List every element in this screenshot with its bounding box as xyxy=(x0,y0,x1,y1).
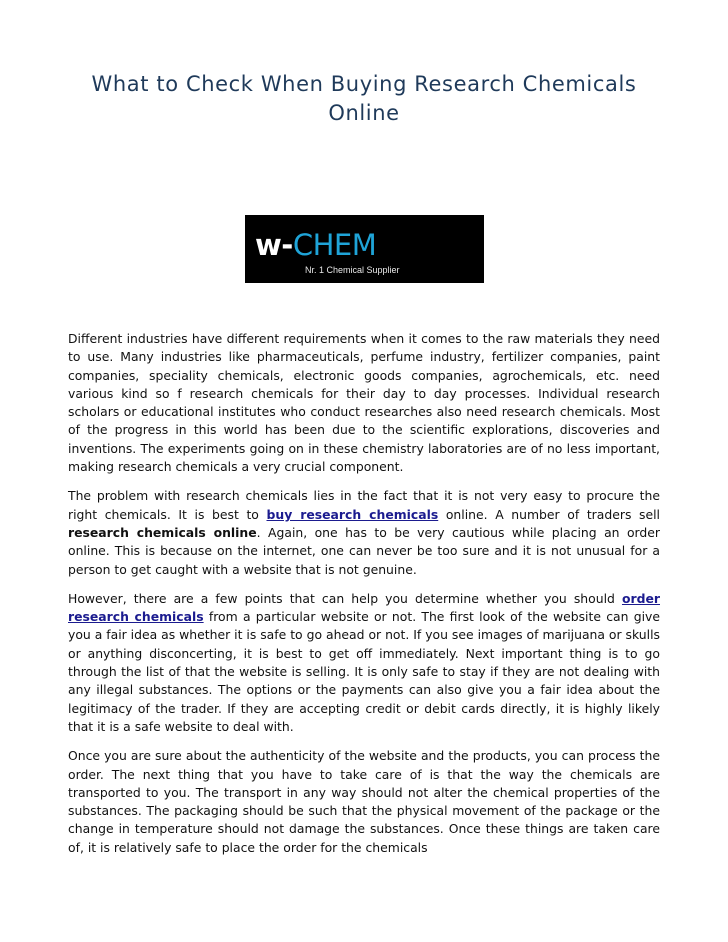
logo-dash: - xyxy=(281,228,293,262)
paragraph-2 xyxy=(68,487,660,578)
paragraph-3 xyxy=(68,590,660,736)
article-body xyxy=(68,330,660,868)
research-chemicals-online-bold: research chemicals online xyxy=(68,524,257,540)
paragraph-1: Different industries have different requirements when it comes to the raw materials they need to use. Many industries like pharmaceuticals, perfume industry, fertilizer companies, paint companies, speciality chemicals, electronic goods companies, agrochemicals, etc. need various kind so f research chemicals for their day to day processes. Individual research scholars or educational institutes who conduct researches also need research chemicals. Most of the progress in this world has been due to the scientific explorations, discoveries and inventions. The experiments going on in these chemistry laboratories are of no less important, making research chemicals a very crucial component. xyxy=(68,331,660,475)
logo-wordmark xyxy=(255,229,376,261)
paragraph-4: Once you are sure about the authenticity of the website and the products, you can process the order. The next thing that you have to take care of is that the way the chemicals are transported to you. The transport in any way should not alter the chemical properties of the substances. The packaging should be such that the physical movement of the package or the change in temperature should not damage the substances. Once these things are taken care of, it is relatively safe to place the order for the chemicals xyxy=(68,748,660,855)
p2-text-1: The problem with research chemicals lies in the fact that it is not very easy to procure the right chemicals. It is best to xyxy=(68,488,660,522)
logo-chem: CHEM xyxy=(292,228,377,262)
logo-w: w xyxy=(255,228,282,262)
w-chem-logo xyxy=(245,215,484,283)
document-title: What to Check When Buying Research Chemicals Online xyxy=(91,72,637,125)
p3-text-2: from a particular website or not. The first look of the website can give you a fair idea as whether it is safe to go ahead or not. If you see images of marijuana or skulls or anything disconcerting, it is best to get off immediately. Next important thing is to go through the list of that the website is selling. It is only safe to stay if they are not dealing with any illegal substances. The options or the payments can also give you a fair idea about the legitimacy of the trader. If they are accepting credit or debit cards directly, it is highly likely that it is a safe website to deal with. xyxy=(68,609,660,734)
p2-text-3: . Again, one has to be very cautious while placing an order online. This is because on the internet, one can never be too sure and it is not unusual for a person to get caught with a website that is not genuine. xyxy=(68,524,660,577)
logo-tagline: Nr. 1 Chemical Supplier xyxy=(305,265,400,275)
p3-text-1: However, there are a few points that can help you determine whether you should xyxy=(68,590,622,606)
p2-text-2: online. A number of traders sell xyxy=(438,506,660,522)
order-research-chemicals-link[interactable]: order research chemicals xyxy=(68,590,660,625)
buy-research-chemicals-link[interactable]: buy research chemicals xyxy=(266,506,439,522)
